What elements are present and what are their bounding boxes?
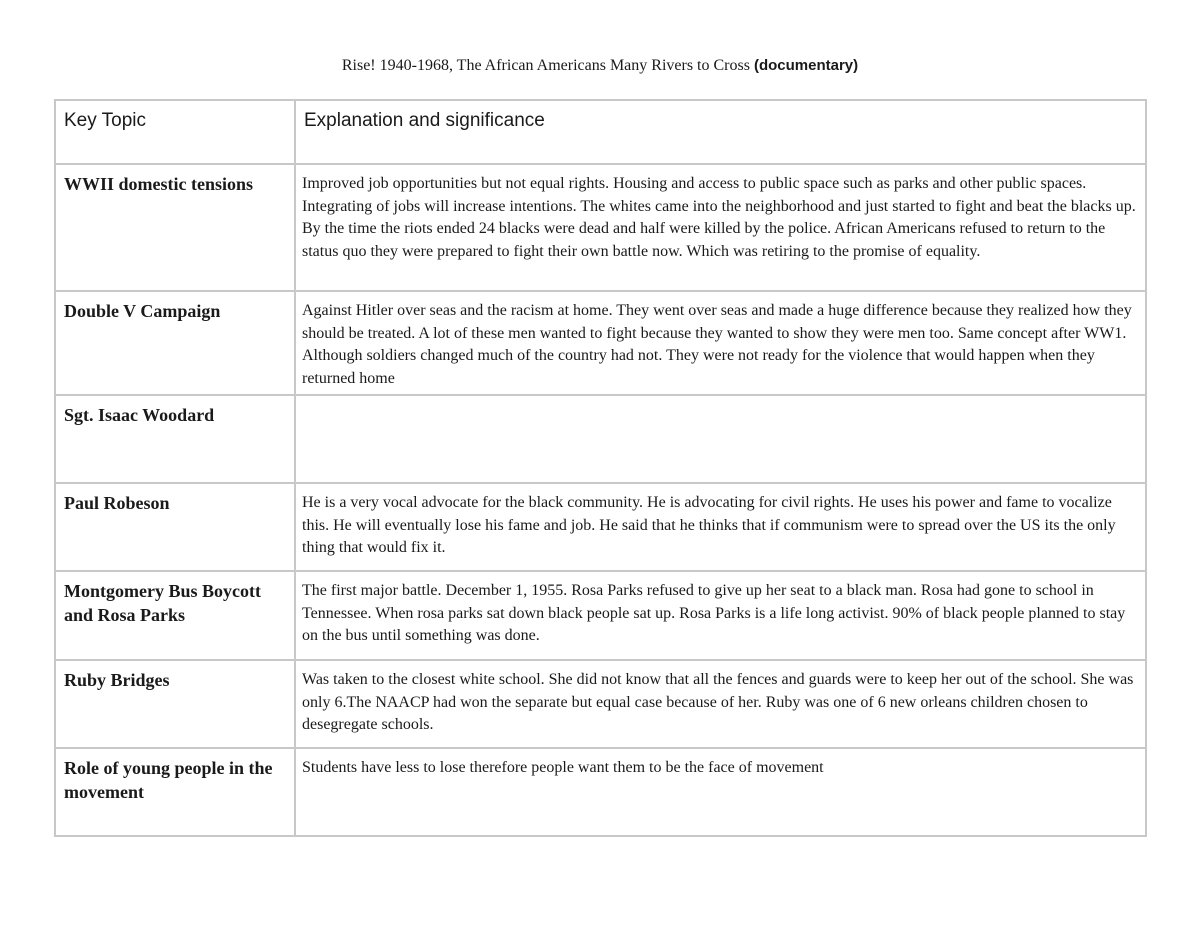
page-title-bold: (documentary)	[753, 57, 859, 74]
topic-cell: Paul Robeson	[55, 483, 295, 571]
header-key-topic: Key Topic	[55, 100, 295, 164]
table-row	[55, 748, 1146, 836]
header-explanation: Explanation and significance	[295, 100, 1146, 164]
topic-cell: Ruby Bridges	[55, 660, 295, 748]
table-row	[55, 660, 1146, 748]
key-topics-table	[54, 99, 1147, 837]
topic-cell: Montgomery Bus Boycott and Rosa Parks	[55, 571, 295, 660]
topic-cell: Sgt. Isaac Woodard	[55, 395, 295, 483]
table-header-row	[55, 100, 1146, 164]
page-title	[0, 56, 1200, 76]
explanation-cell: Improved job opportunities but not equal rights. Housing and access to public space such as parks and other public spaces. Integrating of jobs will increase intentions. The whites came into the neighborhood and just started to fight and beat the blacks up. By the time the riots ended 24 blacks were dead and half were killed by the police. African Americans refused to return to the status quo they were prepared to fight their own battle now. Which was retiring to the promise of equality.	[295, 164, 1146, 291]
table-row	[55, 164, 1146, 291]
page-title-text: Rise! 1940-1968, The African Americans Many Rivers to Cross	[341, 57, 754, 74]
table-row	[55, 483, 1146, 571]
table-row	[55, 571, 1146, 660]
explanation-cell: Against Hitler over seas and the racism at home. They went over seas and made a huge difference because they realized how they should be treated. A lot of these men wanted to fight because they wanted to show they were men too. Same concept after WW1. Although soldiers changed much of the country had not. They were not ready for the violence that would happen when they returned home	[295, 291, 1146, 395]
table-row	[55, 395, 1146, 483]
explanation-cell: Students have less to lose therefore people want them to be the face of movement	[295, 748, 1146, 836]
explanation-cell: He is a very vocal advocate for the black community. He is advocating for civil rights. He uses his power and fame to vocalize this. He will eventually lose his fame and job. He said that he thinks that if communism were to spread over the US its the only thing that would fix it.	[295, 483, 1146, 571]
table-row	[55, 291, 1146, 395]
topic-cell: Double V Campaign	[55, 291, 295, 395]
explanation-cell: Was taken to the closest white school. She did not know that all the fences and guards were to keep her out of the school. She was only 6.The NAACP had won the separate but equal case because of her. Ruby was one of 6 new orleans children chosen to desegregate schools.	[295, 660, 1146, 748]
topic-cell: Role of young people in the movement	[55, 748, 295, 836]
explanation-cell	[295, 395, 1146, 483]
explanation-cell: The first major battle. December 1, 1955. Rosa Parks refused to give up her seat to a black man. Rosa had gone to school in Tennessee. When rosa parks sat down black people sat up. Rosa Parks is a life long activist. 90% of black people planned to stay on the bus until something was done.	[295, 571, 1146, 660]
topic-cell: WWII domestic tensions	[55, 164, 295, 291]
